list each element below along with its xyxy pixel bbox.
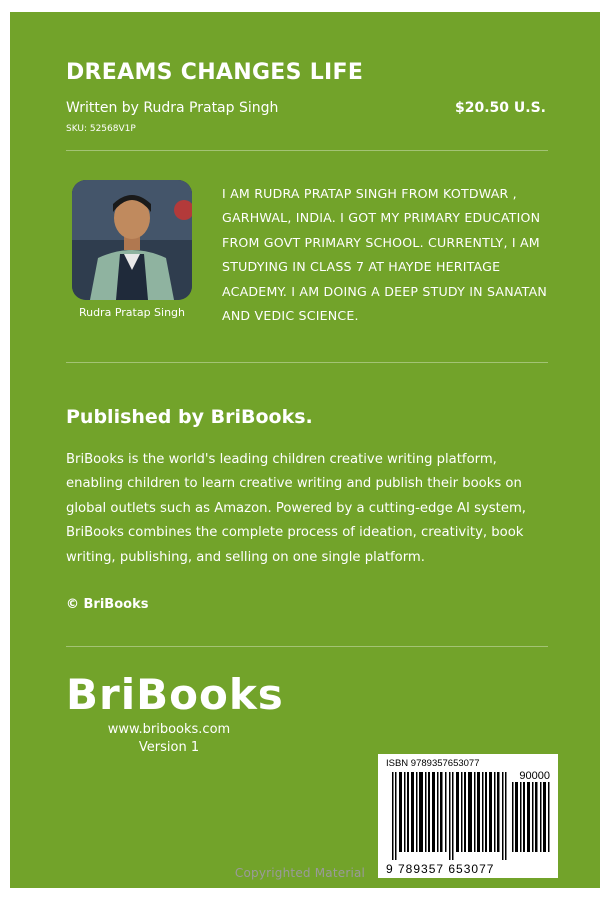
publisher-website[interactable]: www.bribooks.com — [107, 722, 231, 737]
publisher-heading: Published by BriBooks. — [66, 406, 313, 428]
copyright-notice: © BriBooks — [66, 597, 149, 612]
isbn-barcode — [378, 754, 558, 878]
sku-code: SKU: 52568V1P — [66, 124, 136, 134]
publisher-description: BriBooks is the world's leading children creative writing platform, enabling children to learn creative writing and publish their books on global outlets such as Amazon. Powered by a cutting-edge AI system, BriBooks combines the complete process of ideation, creativity, book writing, publishing, and selling on one single platform. — [66, 452, 527, 565]
ean-bars — [392, 772, 510, 860]
addon-bars — [512, 782, 550, 852]
divider-bottom — [66, 646, 548, 647]
author-photo — [72, 180, 192, 300]
book-title: DREAMS CHANGES LIFE — [66, 60, 364, 85]
barcode-price-code: 90000 — [519, 770, 550, 782]
isbn-label: ISBN 9789357653077 — [386, 758, 480, 769]
bribooks-logo: BriBooks — [66, 670, 284, 719]
author-bio: I AM RUDRA PRATAP SINGH FROM KOTDWAR , GARHWAL, INDIA. I GOT MY PRIMARY EDUCATION FROM GOVT PRIMARY SCHOOL. CURRENTLY, I AM STUDYING IN CLASS 7 AT HAYDE HERITAGE ACADEMY. I AM DOING A DEEP STUDY IN SANATAN AND VEDIC SCIENCE. — [222, 186, 548, 324]
author-line: Written by Rudra Pratap Singh — [66, 100, 279, 116]
isbn-digits: 9 789357 653077 — [386, 862, 495, 876]
divider-top — [66, 150, 548, 151]
divider-middle — [66, 362, 548, 363]
book-price: $20.50 U.S. — [455, 100, 546, 116]
edition-version: Version 1 — [138, 740, 200, 755]
photo-caption: Rudra Pratap Singh — [78, 306, 186, 319]
watermark-bottom: Copyrighted Material — [234, 866, 366, 880]
back-cover — [10, 12, 600, 888]
